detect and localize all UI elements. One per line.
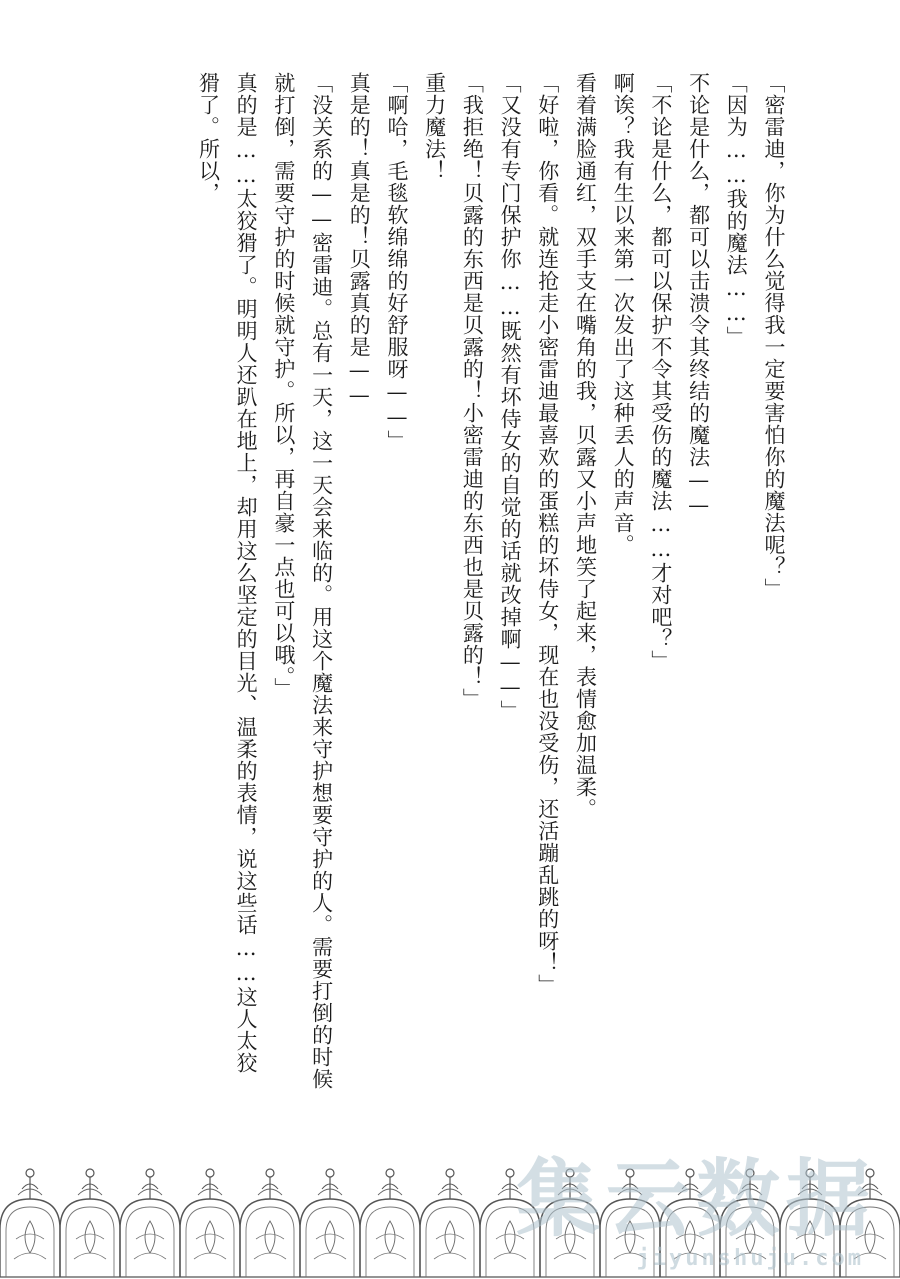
text-column: 「好啦，你看。就连抢走小密雷迪最喜欢的蛋糕的坏侍女，现在也没受伤，还活蹦乱跳的呀！」 (535, 72, 560, 996)
vertical-text-block (189, 72, 792, 1152)
text-column: 「没关系的——密雷迪。总有一天，这一天会来临的。用这个魔法来守护想要守护的人。需要打倒的时候 (309, 72, 334, 1090)
text-column: 重力魔法！ (422, 72, 447, 182)
text-column: 看着满脸通红，双手支在嘴角的我，贝露又小声地笑了起来，表情愈加温柔。 (573, 72, 598, 820)
text-column: 就打倒，需要守护的时候就守护。所以，再自豪一点也可以哦。」 (271, 72, 296, 700)
text-column: 真的是……太狡猾了。明明人还趴在地上，却用这么坚定的目光、温柔的表情，说这些话……这人太狡 (234, 72, 259, 1074)
text-column: 猾了。所以， (196, 72, 221, 204)
text-column: 「不论是什么，都可以保护不令其受伤的魔法……才对吧？」 (648, 72, 673, 672)
text-column: 「密雷迪，你为什么觉得我一定要害怕你的魔法呢？」 (762, 72, 786, 600)
text-column: 「因为……我的魔法……」 (724, 72, 749, 348)
text-column: 真是的！真是的！贝露真的是—— (347, 72, 372, 408)
watermark-logo-text: 集云数据 (515, 1150, 876, 1248)
text-column: 「我拒绝！贝露的东西是贝露的！小密雷迪的东西也是贝露的！」 (460, 72, 485, 710)
text-column: 「啊哈，毛毯软绵绵的好舒服呀——」 (384, 72, 409, 452)
text-column: 不论是什么，都可以击溃令其终结的魔法—— (686, 72, 711, 518)
text-column: 啊诶？我有生以来第一次发出了这种丢人的声音。 (611, 72, 636, 556)
text-column: 「又没有专门保护你……既然有坏侍女的自觉的话就改掉啊——」 (498, 72, 523, 722)
watermark-url-text: jiyunshuju.com (636, 1246, 864, 1271)
